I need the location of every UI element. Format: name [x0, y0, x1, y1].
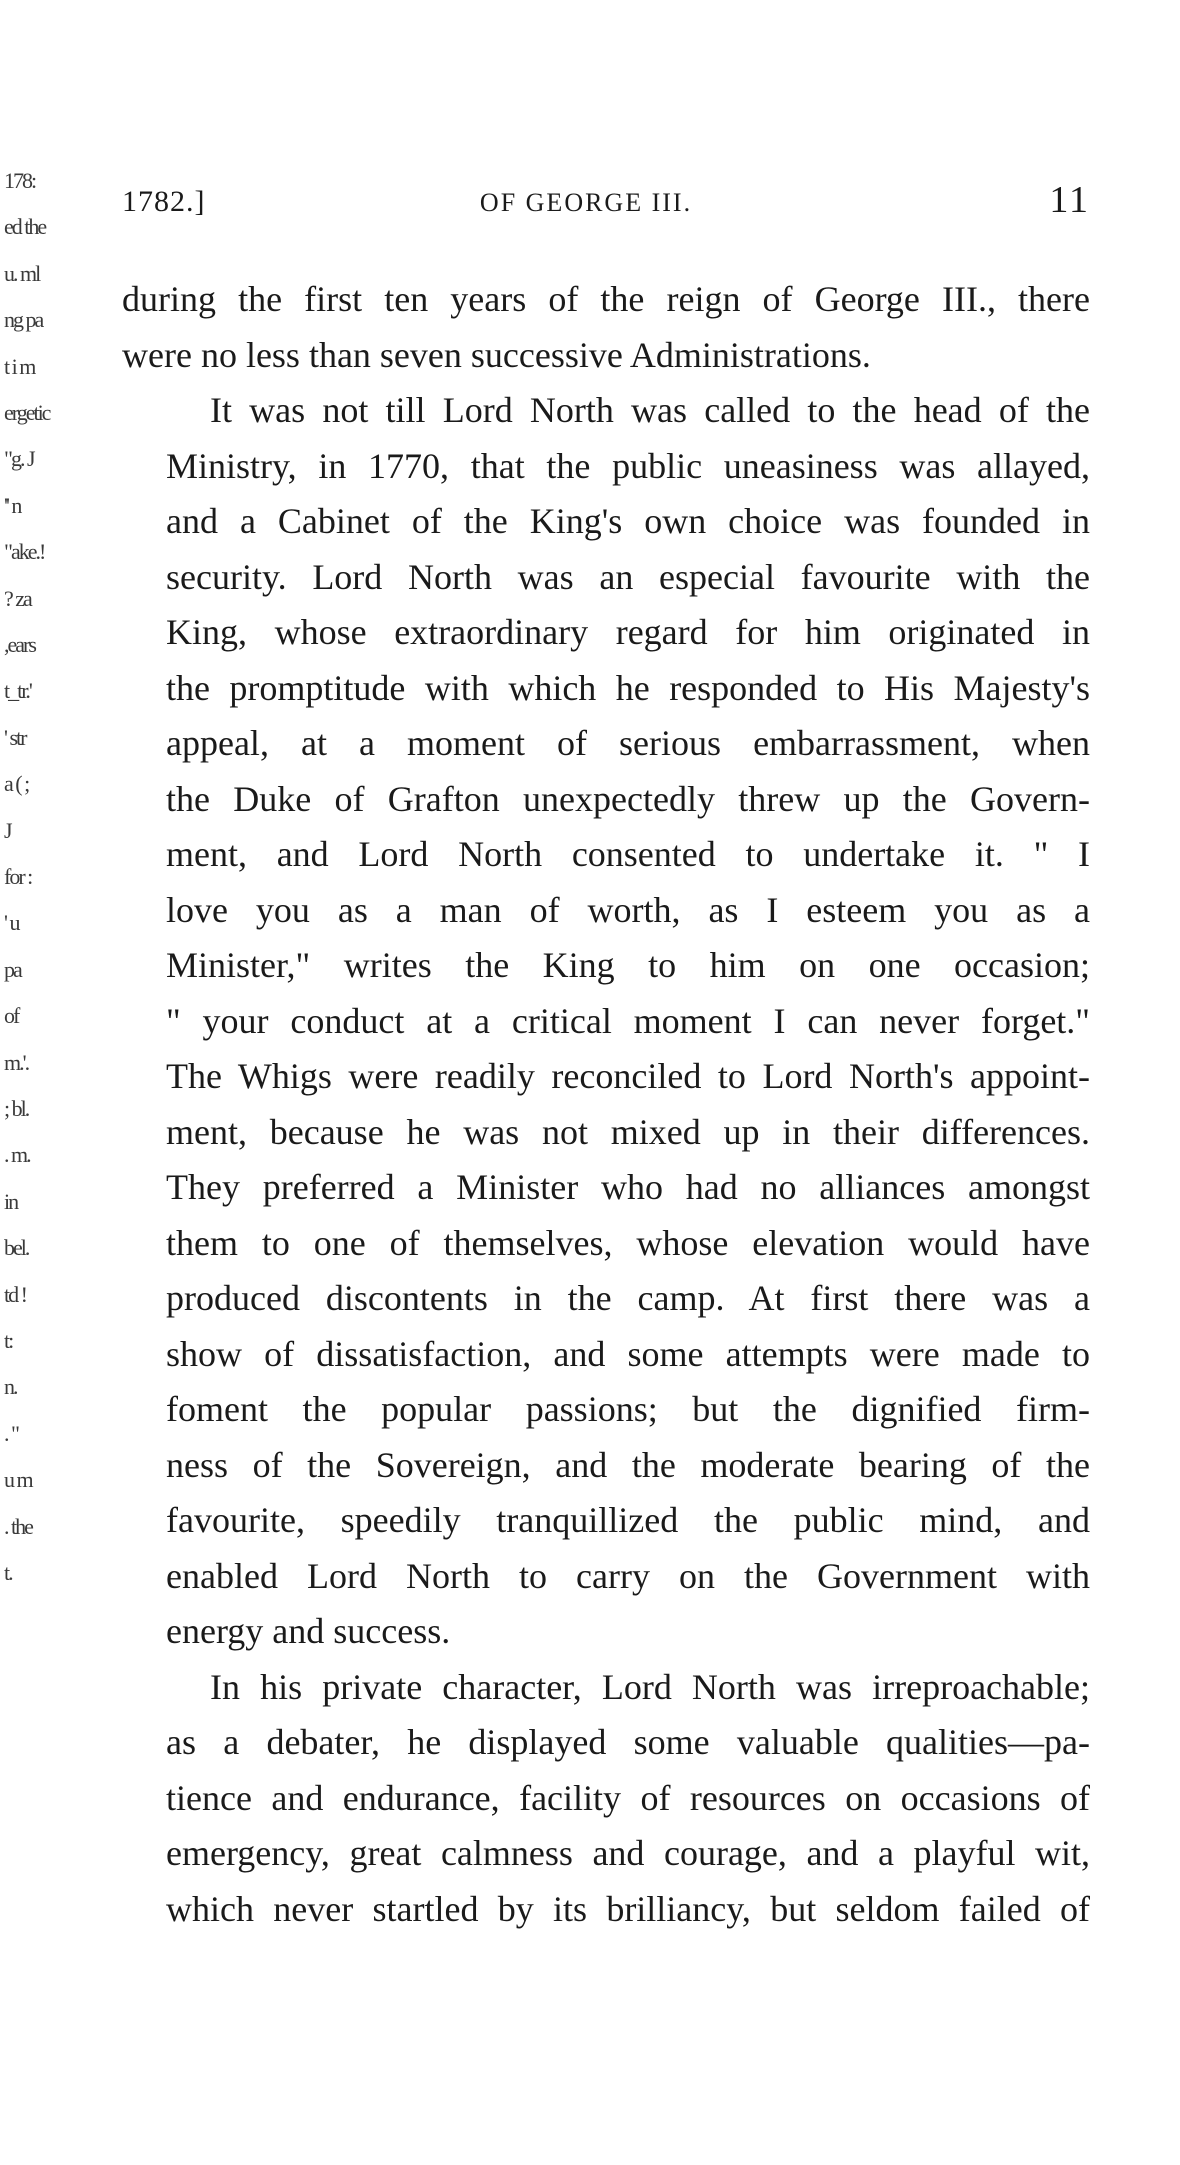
text-line: In his private character, Lord North was irreproachable;	[210, 1666, 1090, 1707]
text-line: King, whose extraordinary regard for him originated in	[166, 612, 1090, 652]
margin-fragment: a ( ;	[4, 771, 29, 797]
page-number: 11	[1049, 179, 1090, 221]
margin-fragment: ; bl.	[4, 1096, 29, 1121]
book-page	[122, 170, 1090, 1937]
text-line: the Duke of Grafton unexpectedly threw up the Govern-	[166, 778, 1090, 819]
text-line: They preferred a Minister who had no alliances amongst	[166, 1167, 1090, 1207]
text-line: Minister," writes the King to him on one occasion;	[166, 945, 1090, 985]
margin-fragment: '' n	[4, 492, 21, 518]
text-line: love you as a man of worth, as I esteem you as a	[166, 889, 1090, 930]
running-head	[122, 170, 1090, 230]
margin-fragment: t.	[4, 1560, 12, 1585]
margin-fragment: u. ml	[4, 260, 40, 286]
margin-fragment: in	[4, 1188, 18, 1214]
text-line: which never startled by its brilliancy, but seldom failed of	[166, 1888, 1090, 1929]
paragraph	[122, 272, 1090, 383]
margin-fragment: t:	[4, 1328, 13, 1353]
margin-fragment: ed the	[4, 214, 46, 240]
text-line: produced discontents in the camp. At first there was a	[166, 1278, 1090, 1318]
text-line: emergency, great calmness and courage, and a playful wit,	[166, 1833, 1090, 1873]
margin-fragment: td !	[4, 1281, 26, 1307]
margin-fragment: 178:	[4, 168, 36, 193]
body-text	[122, 272, 1090, 1937]
margin-fragment: . the	[4, 1513, 32, 1539]
margin-fragment: for :	[4, 864, 32, 889]
text-line: show of dissatisfaction, and some attempts were made to	[166, 1333, 1090, 1374]
text-line: ment, and Lord North consented to undertake it. " I	[166, 834, 1090, 874]
text-line: foment the popular passions; but the dignified firm-	[166, 1389, 1090, 1429]
margin-fragment: ng pa	[4, 307, 43, 333]
text-line: favourite, speedily tranquillized the public mind, and	[166, 1500, 1090, 1540]
text-line: the promptitude with which he responded to His Majesty's	[166, 667, 1090, 708]
margin-fragment: m.'.	[4, 1049, 29, 1075]
text-line: Ministry, in 1770, that the public uneasiness was allayed,	[166, 445, 1090, 486]
text-line: " your conduct at a critical moment I can never forget."	[166, 1000, 1090, 1041]
text-line: as a debater, he displayed some valuable qualities—pa-	[166, 1722, 1090, 1762]
text-line: ment, because he was not mixed up in their differences.	[166, 1111, 1090, 1152]
running-head-title: OF GEORGE III.	[479, 188, 693, 217]
paragraph	[122, 1660, 1090, 1938]
text-line: them to one of themselves, whose elevation would have	[166, 1222, 1090, 1263]
margin-fragment: "g. J	[4, 446, 34, 472]
text-line: appeal, at a moment of serious embarrassment, when	[166, 723, 1090, 763]
text-line: enabled Lord North to carry on the Government with	[166, 1555, 1090, 1596]
margin-fragment: J	[4, 817, 11, 843]
paragraph	[122, 383, 1090, 1660]
margin-fragment: . "	[4, 1420, 18, 1446]
margin-fragment: pa	[4, 956, 21, 982]
margin-fragment: t_tr.'	[4, 678, 31, 704]
margin-fragment: ,ears	[4, 632, 35, 657]
text-line: ness of the Sovereign, and the moderate bearing of the	[166, 1444, 1090, 1485]
facing-page-margin	[0, 0, 70, 2165]
text-line: It was not till Lord North was called to the head of the	[210, 390, 1090, 430]
margin-fragment: ' u	[4, 910, 19, 936]
text-line: The Whigs were readily reconciled to Lord North's appoint-	[166, 1056, 1090, 1096]
text-line: energy and success.	[166, 1611, 451, 1651]
margin-fragment: "ake.!	[4, 539, 45, 565]
text-line: during the first ten years of the reign of George III., there	[122, 279, 1090, 319]
margin-fragment: ' str	[4, 724, 26, 750]
margin-fragment: ? za	[4, 585, 31, 611]
margin-fragment: bel.	[4, 1235, 29, 1261]
margin-fragment: . m.	[4, 1142, 30, 1168]
margin-fragment: ergetic	[4, 400, 50, 425]
margin-fragment: u m	[4, 1467, 32, 1493]
margin-fragment: t i m	[4, 353, 35, 379]
margin-fragment: n.	[4, 1374, 17, 1400]
running-head-year: 1782.]	[122, 185, 206, 218]
text-line: tience and endurance, facility of resources on occasions of	[166, 1777, 1090, 1818]
text-line: and a Cabinet of the King's own choice was founded in	[166, 501, 1090, 541]
text-line: were no less than seven successive Administrations.	[122, 334, 871, 375]
text-line: security. Lord North was an especial favourite with the	[166, 556, 1090, 597]
margin-fragment: of	[4, 1003, 19, 1029]
